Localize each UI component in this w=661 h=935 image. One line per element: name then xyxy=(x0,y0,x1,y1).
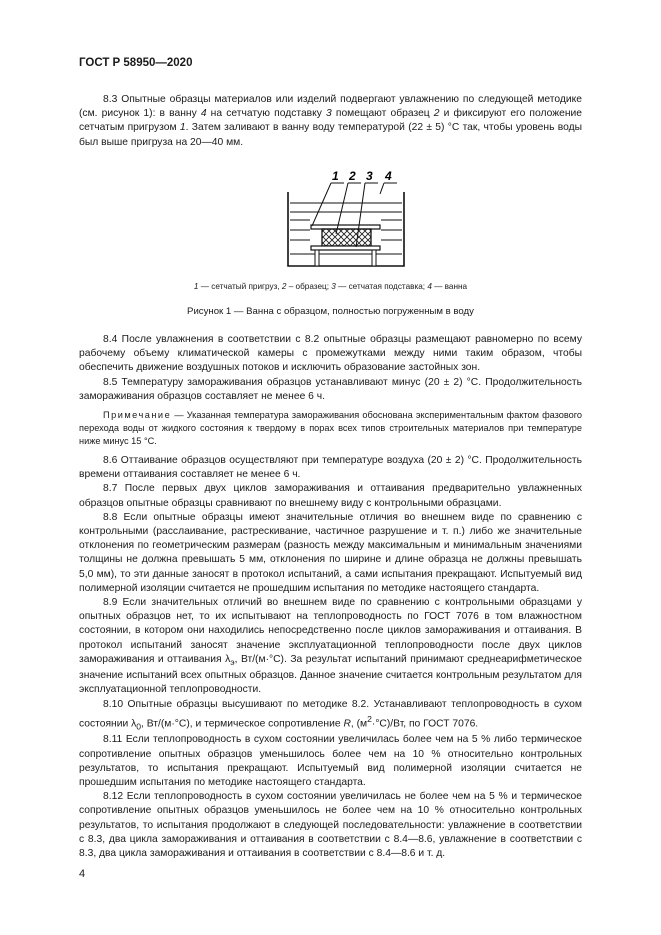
paragraph-8-9: 8.9 Если значительных отличий во внешнем виде по сравнению с контрольными образцами у опытных образцов нет, то их испытывают на теплопроводность по ГОСТ 7076 в том влажностном состоянии, в котором они находились непосредственно после циклов замораживания и оттаивания. В протокол испытаний заносят значение эксплуатационной теплопроводности после двух циклов замораживания и оттаивания $\lambda_э$, Вт/(м·°С). За результат испытаний принимают среднеарифметическое значение испытаний всех опытных образцов. Данное значение считается контрольным результатом для эксплуатационной теплопроводности. xyxy=(79,597,582,696)
document-header: ГОСТ Р 58950—2020 xyxy=(79,57,193,69)
figure-title: Рисунок 1 — Ванна с образцом, полностью погруженным в воду xyxy=(187,306,474,317)
stand-leg-right xyxy=(372,250,376,266)
main-text xyxy=(79,333,582,861)
figure-legend: 1 — сетчатый пригруз, 2 – образец; 3 — сетчатая подставка; 4 — ванна xyxy=(193,282,468,291)
paragraph-8-7: 8.7 После первых двух циклов замораживания и оттаивания предварительно увлажненных образцов опытные образцы сравнивают по внешнему виду с контрольными образцами. xyxy=(79,483,582,509)
page-number: 4 xyxy=(79,868,86,880)
paragraph-8-6: 8.6 Оттаивание образцов осуществляют при температуре воздуха (20 ± 2) °С. Продолжительность времени оттаивания составляет не менее 6 ч. xyxy=(79,455,582,481)
stand-leg-left xyxy=(315,250,319,266)
figure-bath-diagram xyxy=(284,168,406,268)
mesh-stand xyxy=(311,246,380,250)
figure-label-2: 2 xyxy=(349,169,356,183)
paragraph-8-12: 8.12 Если теплопроводность в сухом состоянии увеличилась не более чем на 5 % и термическое сопротивление опытных образцов уменьшилось не более чем на 10 % относительно контрольных результатов, то испытания продолжают в следующей последовательности: увлажнение в соответствии с 8.3, два цикла замораживания и оттаивания в соответствии с 8.4—8.6, увлажнение в соответствии с 8.3, два цикла замораживания и оттаивания в соответствии с 8.4—8.6 и т. д. xyxy=(79,791,582,860)
paragraph-8-4: 8.4 После увлажнения в соответствии с 8.2 опытные образцы размещают равномерно по всему рабочему объему климатической камеры с промежутками между ними таким образом, чтобы обеспечить движение воздушных потоков и исключить образование застойных зон. xyxy=(79,334,582,374)
paragraph-8-5: 8.5 Температуру замораживания образцов устанавливают минус (20 ± 2) °С. Продолжительность замораживания образцов составляет не менее 6 ч. xyxy=(79,376,582,402)
paragraph-8-11: 8.11 Если теплопроводность в сухом состоянии увеличилась более чем на 5 % либо термическое сопротивление опытных образцов уменьшилось более чем на 10 % относительно контрольных результатов, то испытания прекращают. Испытуемый вид полимерной изоляции считается не прошедшим испытания по методике настоящего стандарта. xyxy=(79,734,582,788)
figure-label-1: 1 xyxy=(332,169,339,183)
figure-label-3: 3 xyxy=(366,169,373,183)
note: Примечание — Указанная температура замораживания обоснована экспериментальным фактом фазового перехода воды от жидкого состояния к твердому в порах всех типов строительных материалов при температуре ниже минус 15 °С. xyxy=(79,410,582,447)
figure-label-4: 4 xyxy=(385,169,392,183)
paragraph-8-10: 8.10 Опытные образцы высушивают по методике 8.2. Устанавливают теплопроводность в сухом состоянии $\lambda_0$, Вт/(м·°С), и термическое сопротивление R, $(м^2\cdot^\circ С)/Вт$, по ГОСТ 7076. xyxy=(79,698,582,732)
sample xyxy=(322,229,371,246)
paragraph-8-8: 8.8 Если опытные образцы имеют значительные отличия во внешнем виде по сравнению с контрольными (расслаивание, растрескивание, частичное разрушение и т. п.) либо же значительные отклонения по геометрическим размерам (разность между максимальным и минимальным значениями толщины не должна превышать 5 мм, отклонения по ширине и длине образца не должны превышать 5,0 мм), то эти данные заносят в протокол испытаний, а сами испытания прекращают. Испытуемый вид полимерной изоляции считается не прошедшим испытания по методике настоящего стандарта. xyxy=(79,511,582,594)
paragraph-8-3: 8.3 Опытные образцы материалов или изделий подвергают увлажнению по следующей методике (см. рисунок 1): в ванну 4 на сетчатую подставку 3 помещают образец 2 и фиксируют его положение сетчатым пригрузом 1. Затем заливают в ванну воду температурой (22 ± 5) °С так, чтобы уровень воды был выше пригруза на 20—40 мм. xyxy=(79,94,583,148)
